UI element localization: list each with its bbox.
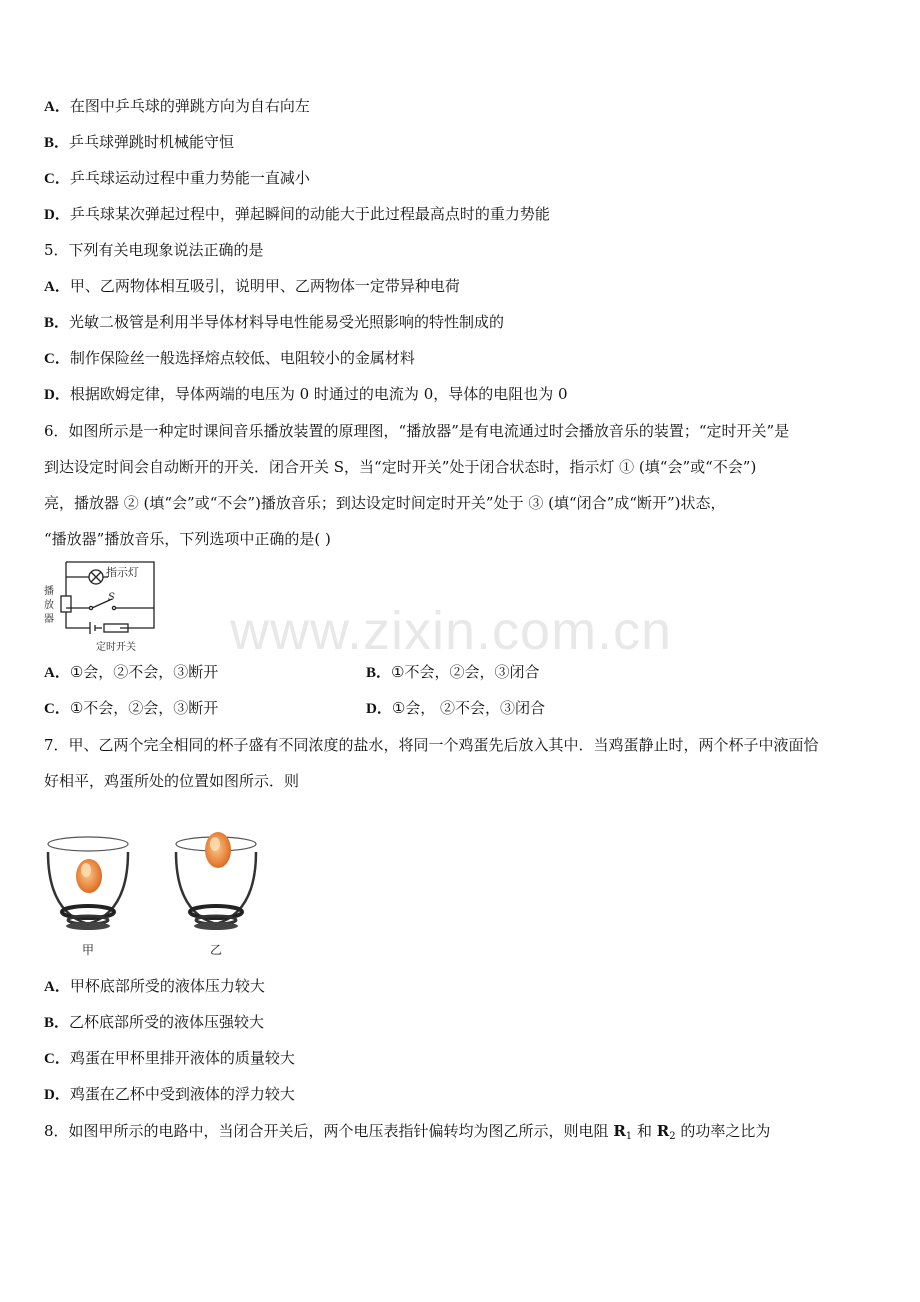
q6-stem-line-1: 6．如图所示是一种定时课间音乐播放装置的原理图，“播放器”是有电流通过时会播放音乐的装置；“定时开关”是 [44, 422, 790, 440]
option-text: ①不会，②会，③闭合 [391, 663, 540, 681]
q7-option-a [44, 975, 880, 998]
q6-circuit-figure [42, 556, 172, 656]
player-label-char-2: 放 [44, 600, 54, 611]
option-letter: D． [366, 701, 392, 717]
watermark: www.zixin.com.cn [230, 601, 673, 661]
cup-yi [176, 832, 256, 930]
q8-prefix: 8．如图甲所示的电路中，当闭合开关后，两个电压表指针偏转均为图乙所示，则电阻 [44, 1122, 614, 1140]
r2-symbol: R [656, 1122, 670, 1140]
option-text: ①不会，②会，③断开 [69, 699, 219, 717]
q6-options-row-2 [44, 697, 880, 720]
q6-stem-line-3: 亮，播放器 ② (填“会”或“不会”)播放音乐；到达设定时间定时开关”处于 ③ (填“闭合”成“断开”)状态， [44, 494, 726, 512]
q6-option-d [366, 697, 545, 720]
q6-option-c [44, 699, 218, 717]
option-letter: C． [44, 171, 70, 187]
option-letter: A． [44, 99, 70, 115]
option-text: 乙杯底部所受的液体压强较大 [69, 1013, 265, 1031]
q7-cups-figure [40, 812, 280, 962]
option-text: 乒乓球某次弹起过程中，弹起瞬间的动能大于此过程最高点时的重力势能 [69, 205, 550, 223]
option-text: 制作保险丝一般选择熔点较低、电阻较小的金属材料 [69, 349, 415, 367]
option-letter: B． [44, 315, 70, 331]
r2-subscript: 2 [669, 1131, 676, 1142]
q7-option-b [44, 1011, 880, 1034]
option-letter: B． [44, 135, 70, 151]
option-letter: A． [44, 979, 70, 995]
q5-option-a [44, 275, 880, 298]
lamp-label: 指示灯 [106, 566, 139, 579]
option-text: 根据欧姆定律，导体两端的电压为 0 时通过的电流为 0，导体的电阻也为 0 [69, 385, 568, 403]
option-text: 鸡蛋在甲杯里排开液体的质量较大 [69, 1049, 295, 1067]
option-text: 甲杯底部所受的液体压力较大 [69, 977, 265, 995]
q6-options-row-1 [44, 661, 880, 684]
q4-option-b [44, 131, 880, 154]
option-letter: D． [44, 1087, 70, 1103]
q4-option-c [44, 167, 880, 190]
q7-stem-line-2: 好相平，鸡蛋所处的位置如图所示．则 [44, 772, 300, 790]
q8-stem [44, 1120, 880, 1148]
q7-option-c [44, 1047, 880, 1070]
q8-suffix: 的功率之比为 [675, 1122, 771, 1140]
q7-stem-line-1: 7．甲、乙两个完全相同的杯子盛有不同浓度的盐水，将同一个鸡蛋先后放入其中．当鸡蛋静止时，两个杯子中液面恰 [44, 736, 819, 754]
q4-option-a [44, 95, 880, 118]
option-text: 乒乓球运动过程中重力势能一直减小 [69, 169, 310, 187]
q5-option-d [44, 383, 880, 406]
option-letter: C． [44, 701, 70, 717]
option-letter: A． [44, 279, 70, 295]
r1-subscript: 1 [625, 1131, 633, 1142]
option-letter: B． [366, 665, 392, 681]
q6-option-b [366, 661, 539, 684]
player-label-char-1: 播 [44, 586, 54, 597]
q8-mid: 和 [632, 1122, 657, 1140]
option-letter: D． [44, 387, 70, 403]
option-text: 鸡蛋在乙杯中受到液体的浮力较大 [69, 1085, 295, 1103]
option-letter: B． [44, 1015, 70, 1031]
cup2-label: 乙 [210, 943, 223, 957]
cup-jia [48, 837, 128, 930]
q6-option-a [44, 663, 218, 681]
option-letter: A． [44, 665, 70, 681]
q6-stem-line-2: 到达设定时间会自动断开的开关．闭合开关 S，当“定时开关”处于闭合状态时，指示灯 ① (填“会”或“不会”) [44, 458, 757, 476]
option-text: 光敏二极管是利用半导体材料导电性能易受光照影响的特性制成的 [69, 313, 505, 331]
q6-stem-line-4: “播放器”播放音乐，下列选项中正确的是( ) [44, 530, 331, 548]
q5-option-b [44, 311, 880, 334]
option-text: 乒乓球弹跳时机械能守恒 [69, 133, 235, 151]
r1-symbol: R [613, 1122, 626, 1140]
q4-option-d [44, 203, 880, 226]
option-text: ①会， ②不会，③闭合 [391, 699, 546, 717]
option-letter: C． [44, 1051, 70, 1067]
option-text: ①会，②不会，③断开 [69, 663, 219, 681]
q7-option-d [44, 1083, 880, 1106]
timer-label: 定时开关 [96, 642, 136, 653]
q5-stem: 5．下列有关电现象说法正确的是 [44, 241, 264, 259]
switch-label: S [108, 592, 115, 603]
player-label-char-3: 器 [44, 614, 54, 625]
q5-option-c [44, 347, 880, 370]
option-letter: C． [44, 351, 70, 367]
option-text: 甲、乙两物体相互吸引，说明甲、乙两物体一定带异种电荷 [69, 277, 460, 295]
option-text: 在图中乒乓球的弹跳方向为自右向左 [69, 97, 310, 115]
cup1-label: 甲 [82, 943, 95, 957]
option-letter: D． [44, 207, 70, 223]
